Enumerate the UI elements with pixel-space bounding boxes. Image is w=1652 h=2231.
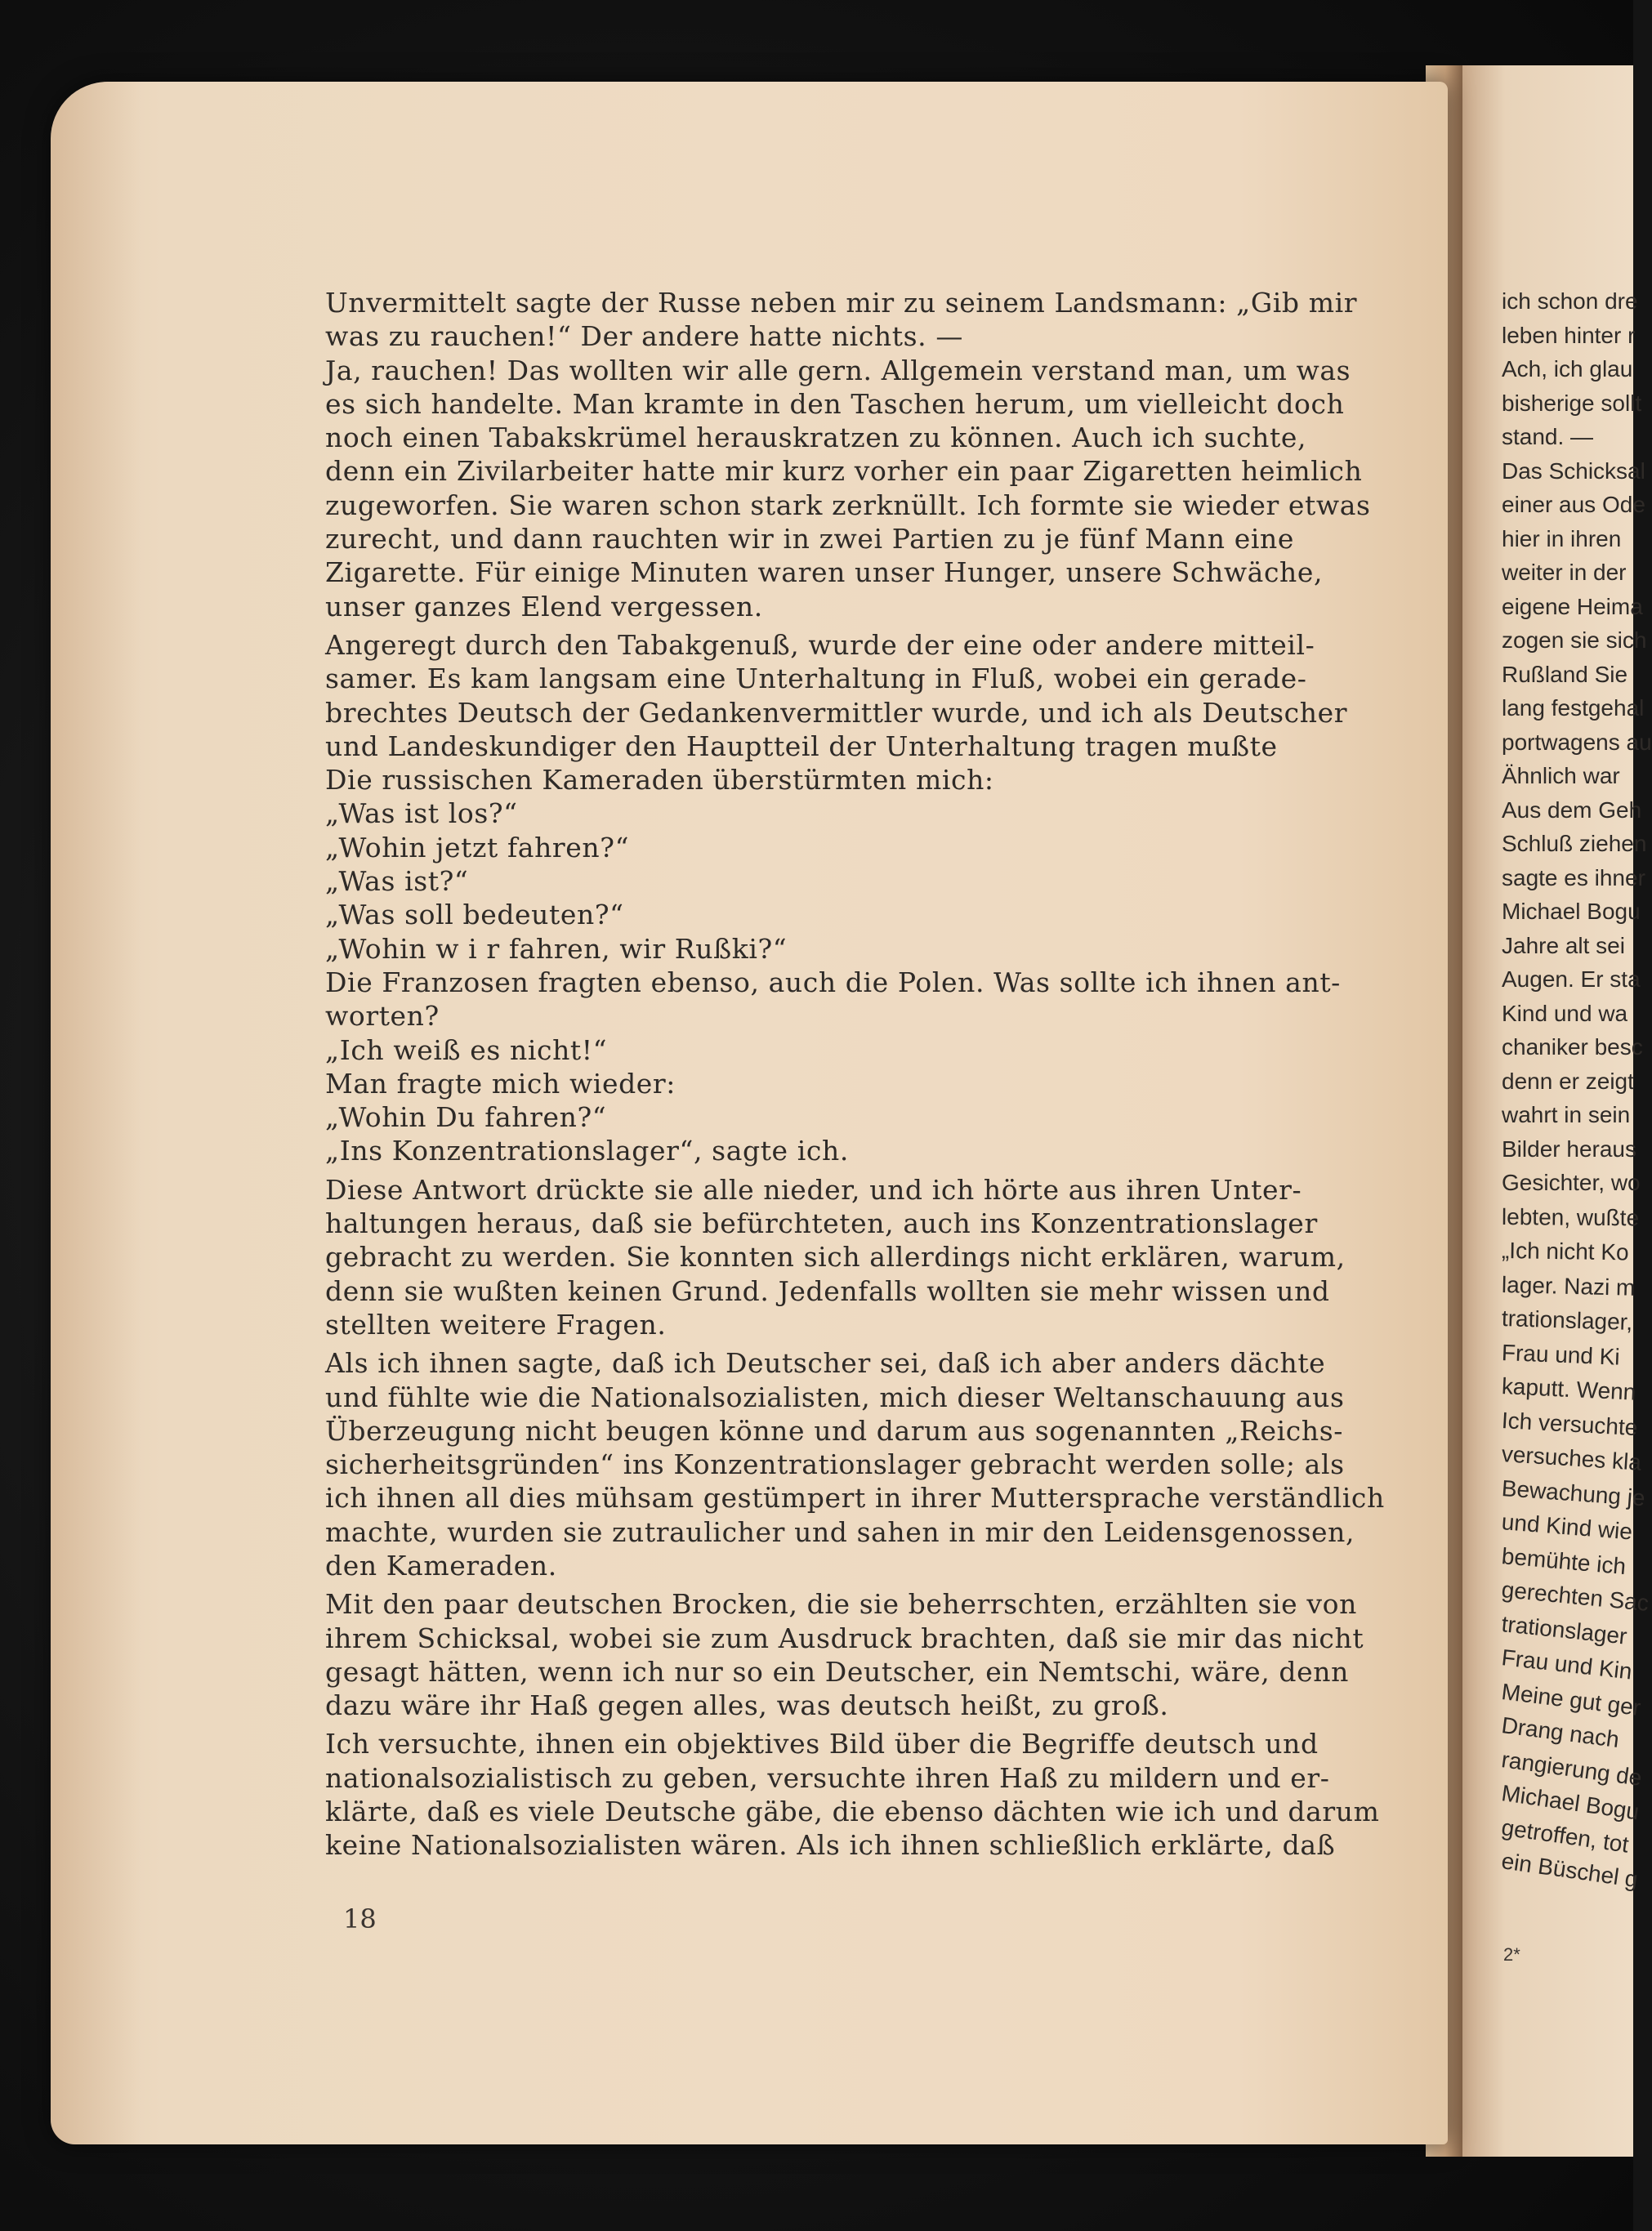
text-line: haltungen heraus, daß sie befürchteten, auch ins Konzentrationslager <box>325 1207 1318 1240</box>
text-line: und Landeskundiger den Hauptteil der Unterhaltung tragen mußte <box>325 730 1278 762</box>
right-page-line: rangierung de <box>1499 1746 1644 1791</box>
text-line: gebracht zu werden. Sie konnten sich allerdings nicht erklären, warum, <box>325 1241 1346 1274</box>
text-line: Überzeugung nicht beugen könne und darum aus sogenannten „Reichs- <box>325 1414 1343 1447</box>
right-page-line: kaputt. Wenn <box>1501 1373 1637 1405</box>
right-page-line: und Kind wie <box>1500 1509 1634 1545</box>
right-page-line: Augen. Er sta <box>1502 966 1641 992</box>
text-line: klärte, daß es viele Deutsche gäbe, die ebenso dächten wie ich und darum <box>325 1796 1380 1828</box>
right-page-line: trationslager, <box>1501 1305 1633 1336</box>
text-line: stellten weitere Fragen. <box>325 1308 667 1341</box>
right-page-line: Michael Bogu <box>1499 1780 1641 1825</box>
text-line: dazu wäre ihr Haß gegen alles, was deutsch heißt, zu groß. <box>325 1689 1169 1722</box>
text-line: Man fragte mich wieder: <box>325 1067 676 1100</box>
text-line: nationalsozialistisch zu geben, versuchte ihren Haß zu mildern und er- <box>325 1761 1330 1794</box>
right-page-line: portwagens au <box>1502 729 1652 755</box>
page-number: 18 <box>343 1903 377 1934</box>
paragraph <box>325 1587 1395 1722</box>
right-page-line: ein Büschel g <box>1499 1848 1640 1893</box>
right-page-line: wahrt in sein <box>1502 1102 1631 1127</box>
text-line: Angeregt durch den Tabakgenuß, wurde der eine oder andere mitteil- <box>325 628 1315 661</box>
text-line: Die Franzosen fragten ebenso, auch die Polen. Was sollte ich ihnen ant- <box>325 966 1341 998</box>
right-page-line: lager. Nazi m <box>1501 1271 1636 1301</box>
text-line: ich ihnen all dies mühsam gestümpert in ihrer Muttersprache verständlich <box>325 1482 1385 1515</box>
paragraph <box>325 1727 1395 1862</box>
text-line: gesagt hätten, wenn ich nur so ein Deutscher, ein Nemtschi, wäre, denn <box>325 1655 1349 1688</box>
right-page-line: bisherige sollt <box>1502 390 1642 416</box>
right-page-line: Meine gut ger <box>1500 1678 1642 1720</box>
text-line: machte, wurden sie zutraulicher und sahen in mir den Leidensgenossen, <box>325 1515 1355 1548</box>
text-line: „Wohin Du fahren?“ <box>325 1101 607 1134</box>
right-page-line: denn er zeigt <box>1502 1068 1634 1094</box>
text-line: und fühlte wie die Nationalsozialisten, mich dieser Weltanschauung aus <box>325 1381 1345 1413</box>
right-page-line: lang festgehal <box>1502 695 1645 721</box>
right-page-line: Gesichter, wo <box>1502 1170 1641 1195</box>
text-line: Die russischen Kameraden überstürmten mich: <box>325 764 994 796</box>
text-line: „Was ist los?“ <box>325 797 518 830</box>
paragraph <box>325 628 1395 1168</box>
text-line: „Wohin w i r fahren, wir Rußki?“ <box>325 932 788 965</box>
text-line: sicherheitsgründen“ ins Konzentrationslager gebracht werden solle; als <box>325 1448 1345 1481</box>
right-page-line: zogen sie sich <box>1502 627 1647 653</box>
right-page-text-fragment <box>1499 284 1652 1893</box>
right-page-line: hier in ihren <box>1502 525 1622 551</box>
text-line: „Ich weiß es nicht!“ <box>325 1033 608 1066</box>
right-page-line: Ähnlich war <box>1502 763 1620 788</box>
right-page-line: stand. — <box>1502 424 1594 449</box>
right-page-line: Aus dem Geh <box>1502 796 1642 823</box>
text-line: samer. Es kam langsam eine Unterhaltung in Fluß, wobei ein gerade- <box>325 663 1307 695</box>
right-page-line: Drang nach <box>1500 1712 1621 1753</box>
right-page-line: Ach, ich glau <box>1502 356 1633 382</box>
text-line: „Wohin jetzt fahren?“ <box>325 831 630 863</box>
text-line: unser ganzes Elend vergessen. <box>325 590 763 622</box>
right-page-footer-mark: 2* <box>1503 1944 1520 1965</box>
right-page-line: bemühte ich <box>1500 1542 1627 1579</box>
text-line: was zu rauchen!“ Der andere hatte nichts. — <box>325 320 963 353</box>
text-line: zurecht, und dann rauchten wir in zwei Partien zu je fünf Mann eine <box>325 523 1294 556</box>
text-line: brechtes Deutsch der Gedankenvermittler wurde, und ich als Deutscher <box>325 696 1348 729</box>
text-line: denn sie wußten keinen Grund. Jedenfalls wollten sie mehr wissen und <box>325 1274 1330 1307</box>
text-line: zugeworfen. Sie waren schon stark zerknüllt. Ich formte sie wieder etwas <box>325 489 1371 521</box>
right-page-line: Bilder heraus <box>1502 1136 1636 1162</box>
text-line: Ich versuchte, ihnen ein objektives Bild über die Begriffe deutsch und <box>325 1728 1319 1760</box>
text-line: den Kameraden. <box>325 1549 557 1582</box>
left-page-body <box>325 286 1395 1867</box>
right-page-line: Bewachung je <box>1500 1475 1646 1510</box>
right-page-line: weiter in der <box>1502 560 1627 585</box>
right-page-line: leben hinter r <box>1502 322 1636 348</box>
right-page-line: Michael Bogu <box>1502 899 1641 924</box>
paragraph <box>325 1346 1395 1582</box>
right-page-line: Frau und Ki <box>1501 1339 1621 1370</box>
right-page-line: Kind und wa <box>1502 1000 1628 1026</box>
right-page-line: sagte es ihner <box>1502 864 1645 890</box>
right-page-line: einer aus Ode <box>1502 492 1645 517</box>
text-line: Diese Antwort drückte sie alle nieder, und ich hörte aus ihren Unter- <box>325 1173 1302 1206</box>
text-line: Ja, rauchen! Das wollten wir alle gern. Allgemein verstand man, um was <box>325 354 1351 386</box>
right-page-line: „Ich nicht Ko <box>1501 1238 1629 1265</box>
text-line: noch einen Tabakskrümel herauskratzen zu können. Auch ich suchte, <box>325 422 1307 454</box>
text-line: ihrem Schicksal, wobei sie zum Ausdruck brachten, daß sie mir das nicht <box>325 1622 1364 1654</box>
text-line: worten? <box>325 1000 440 1033</box>
text-line: „Was ist?“ <box>325 865 469 898</box>
right-page-line: trationslager <box>1500 1610 1628 1649</box>
text-line: Als ich ihnen sagte, daß ich Deutscher sei, daß ich aber anders dächte <box>325 1347 1326 1380</box>
right-page-line: ich schon dre <box>1502 288 1638 314</box>
paragraph <box>325 286 1395 623</box>
right-page-line: Frau und Kin <box>1500 1644 1634 1684</box>
right-page-line: Jahre alt sei <box>1502 932 1625 958</box>
text-line: es sich handelte. Man kramte in den Taschen herum, um vielleicht doch <box>325 387 1345 420</box>
text-line: Mit den paar deutschen Brocken, die sie beherrschten, erzählten sie von <box>325 1588 1357 1621</box>
text-line: denn ein Zivilarbeiter hatte mir kurz vorher ein paar Zigaretten heimlich <box>325 455 1363 488</box>
paragraph <box>325 1173 1395 1341</box>
text-line: keine Nationalsozialisten wären. Als ich ihnen schließlich erklärte, daß <box>325 1829 1336 1862</box>
text-line: Zigarette. Für einige Minuten waren unser Hunger, unsere Schwäche, <box>325 556 1324 589</box>
right-page-line: versuches kla <box>1501 1441 1642 1475</box>
right-page-line: gerechten Sac <box>1500 1577 1650 1616</box>
right-page-line: chaniker besc <box>1502 1034 1643 1060</box>
right-page-line: lebten, wußte <box>1501 1203 1640 1230</box>
text-line: Unvermittelt sagte der Russe neben mir zu seinem Landsmann: „Gib mir <box>325 287 1358 319</box>
text-line: „Ins Konzentrationslager“, sagte ich. <box>325 1135 849 1167</box>
text-line: „Was soll bedeuten?“ <box>325 899 624 931</box>
right-page-line: Ich versuchte <box>1501 1407 1639 1440</box>
right-page-line: Rußland Sie <box>1502 661 1628 687</box>
right-page-line: Schluß ziehen <box>1502 831 1647 856</box>
right-page-line: getroffen, tot <box>1499 1814 1631 1858</box>
right-page-line: Das Schicksal <box>1502 457 1645 484</box>
right-page-line: eigene Heima <box>1502 593 1643 619</box>
